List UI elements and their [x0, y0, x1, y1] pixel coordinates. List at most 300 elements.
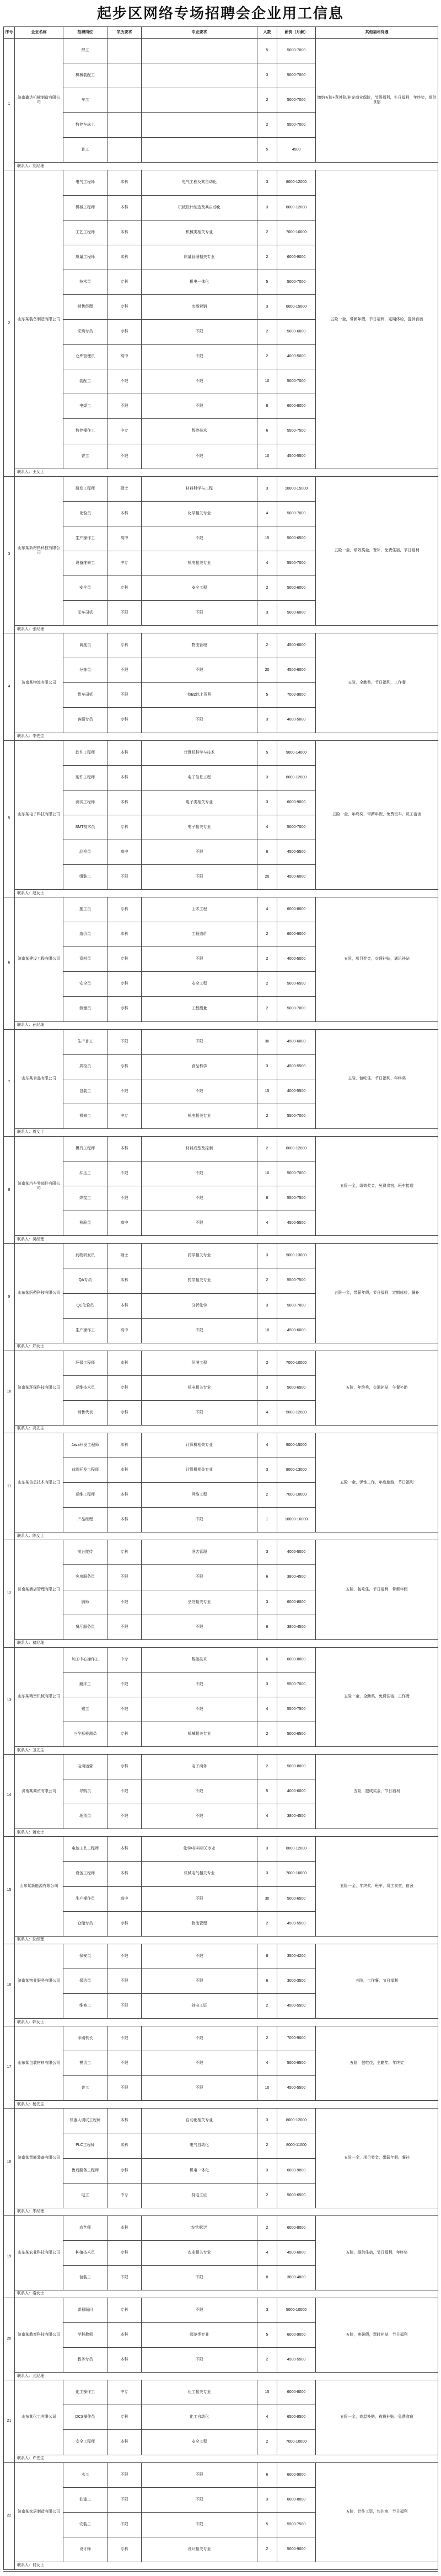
job-count: 3 [257, 1837, 277, 1862]
company-name: 济南鑫达机械制造有限公司 [15, 39, 63, 163]
job-count: 4 [257, 1211, 277, 1236]
job-salary: 5500-7000 [277, 1104, 316, 1128]
company-name: 山东某精密机械有限公司 [15, 1647, 63, 1746]
job-count: 3 [257, 1293, 277, 1318]
company-number: 12 [4, 1540, 15, 1647]
job-position: 保洁员 [63, 1969, 107, 1993]
job-education: 专科 [107, 320, 142, 345]
job-position: 数控操作工 [63, 419, 107, 444]
job-education: 专科 [107, 1400, 142, 1425]
header-education: 学历要求 [107, 27, 142, 39]
job-education: 本科 [107, 1268, 142, 1293]
job-major: 不限 [142, 947, 257, 972]
job-position: 电焊工 [63, 394, 107, 419]
job-salary: 6000-9000 [277, 922, 316, 947]
job-salary: 4500-5500 [277, 1911, 316, 1936]
job-salary: 8000-12000 [277, 1136, 316, 1161]
job-count: 2 [257, 2215, 277, 2240]
job-major: 电气自动化 [142, 2133, 257, 2158]
job-count: 3 [257, 195, 277, 220]
job-count: 15 [257, 526, 277, 551]
job-major: 持电工证 [142, 2183, 257, 2208]
job-education: 专科 [107, 576, 142, 600]
job-position: 电工 [63, 2183, 107, 2208]
job-count: 3 [257, 1672, 277, 1697]
job-position: SMT技术员 [63, 815, 107, 840]
job-salary: 5000-7000 [277, 1161, 316, 1186]
company-number: 9 [4, 1244, 15, 1351]
company-number: 11 [4, 1433, 15, 1540]
job-count: 2 [257, 345, 277, 369]
job-education: 不限 [107, 1779, 142, 1804]
job-salary: 8000-12000 [277, 1837, 316, 1862]
job-major: 药学相关专业 [142, 1244, 257, 1268]
job-education: 不限 [107, 865, 142, 890]
job-salary: 5000-9000 [277, 2537, 316, 2562]
company-number: 4 [4, 633, 15, 740]
contact-row [4, 1021, 438, 1029]
job-salary: 3800-4500 [277, 1615, 316, 1639]
job-position: 设备维修工 [63, 551, 107, 576]
contact-row [4, 2290, 438, 2298]
job-salary: 7000-9000 [277, 2026, 316, 2051]
job-count: 3 [257, 2158, 277, 2183]
company-name: 济南某物业服务有限公司 [15, 1944, 63, 2018]
job-salary: 4500-5500 [277, 2076, 316, 2101]
job-count: 2 [257, 576, 277, 600]
job-count: 3 [257, 790, 277, 815]
contact-row [4, 1747, 438, 1755]
job-position: 售后服务工程师 [63, 2158, 107, 2183]
job-salary: 6500-8500 [277, 2405, 316, 2430]
job-major: 不限 [142, 2051, 257, 2076]
job-education: 高中 [107, 345, 142, 369]
job-education: 本科 [107, 1293, 142, 1318]
company-benefits: 五险一金，全勤奖，免费住宿，工作餐 [316, 1647, 438, 1746]
job-education: 专科 [107, 1722, 142, 1747]
job-salary: 5500-7500 [277, 1697, 316, 1722]
company-contact: 联系人：吴经理 [15, 1236, 438, 1244]
job-major: 计算机相关专业 [142, 1433, 257, 1458]
job-major: 机械电气相关专业 [142, 1862, 257, 1886]
header-position: 招聘岗位 [63, 27, 107, 39]
company-name: 山东某新材料科技有限公司 [15, 476, 63, 626]
job-salary: 9000-13000 [277, 1244, 316, 1268]
job-salary: 7000-9000 [277, 683, 316, 708]
job-education: 本科 [107, 2323, 142, 2348]
job-count: 2 [257, 1755, 277, 1779]
job-education: 专科 [107, 1911, 142, 1936]
job-major: 不限 [142, 1565, 257, 1590]
job-salary: 5000-7000 [277, 815, 316, 840]
job-count: 3 [257, 601, 277, 626]
table-row [4, 39, 438, 63]
job-count: 2 [257, 1268, 277, 1293]
job-position: 理货员 [63, 1804, 107, 1829]
job-salary: 5500-7000 [277, 1672, 316, 1697]
company-benefits: 五险，项目奖金，交通补贴，通讯补贴 [316, 897, 438, 1021]
job-education: 本科 [107, 501, 142, 526]
job-salary: 10000-16000 [277, 1508, 316, 1532]
job-salary: 5000-6500 [277, 1886, 316, 1911]
company-name: 山东某食品有限公司 [15, 1029, 63, 1128]
job-position: 电气工程师 [63, 170, 107, 195]
company-name: 济南某环保科技有限公司 [15, 1351, 63, 1425]
job-major: 安全工程 [142, 576, 257, 600]
job-education: 不限 [107, 2076, 142, 2101]
company-name: 山东某包装材料有限公司 [15, 2026, 63, 2101]
job-major: 不限 [142, 1944, 257, 1969]
job-position: 叉车司机 [63, 601, 107, 626]
job-salary: 5000-6500 [277, 1375, 316, 1400]
job-count: 20 [257, 658, 277, 683]
job-position: 装配工 [63, 369, 107, 394]
contact-row [4, 2373, 438, 2380]
company-contact: 联系人：陈女士 [15, 1532, 438, 1540]
job-salary: 5500-7500 [277, 1268, 316, 1293]
job-major: 电子类相关专业 [142, 790, 257, 815]
job-education: 硕士 [107, 476, 142, 501]
company-benefits: 五险，工作餐，节日福利 [316, 1944, 438, 2018]
company-name: 山东某农业科技有限公司 [15, 2215, 63, 2290]
job-major: 不限 [142, 1161, 257, 1186]
job-count: 2 [257, 1722, 277, 1747]
job-education [107, 138, 142, 163]
job-major: 质量管理相关专业 [142, 245, 257, 270]
job-major: 机械类相关专业 [142, 220, 257, 245]
job-salary: 3800-4800 [277, 2265, 316, 2290]
job-position: 加工中心操作工 [63, 1647, 107, 1672]
job-salary: 4500-5500 [277, 1993, 316, 2018]
job-education: 不限 [107, 601, 142, 626]
job-position: 生产操作工 [63, 526, 107, 551]
job-position: 技术员 [63, 270, 107, 294]
job-education: 不限 [107, 394, 142, 419]
job-major: 不限 [142, 1779, 257, 1804]
job-count: 4 [257, 897, 277, 922]
header-row [4, 27, 438, 39]
job-position: 农艺师 [63, 2215, 107, 2240]
job-salary: 4500-5500 [277, 840, 316, 864]
job-count: 4 [257, 1433, 277, 1458]
job-major: 机电相关专业 [142, 1104, 257, 1128]
job-salary: 6000-15000 [277, 294, 316, 319]
job-count: 2 [257, 997, 277, 1021]
job-major: 电子信息工程 [142, 765, 257, 790]
job-major: 不限 [142, 1029, 257, 1054]
job-position: 保安员 [63, 1944, 107, 1969]
job-position: 安全员 [63, 972, 107, 997]
job-position: 检验员 [63, 1211, 107, 1236]
job-major: 不限 [142, 1969, 257, 1993]
table-row [4, 633, 438, 658]
job-position: 钳工 [63, 1697, 107, 1722]
job-position: 工艺工程师 [63, 220, 107, 245]
job-education: 本科 [107, 195, 142, 220]
job-count: 15 [257, 2380, 277, 2405]
job-major: 不限 [142, 1697, 257, 1722]
job-position: 普工 [63, 2076, 107, 2101]
job-salary: 6000-9000 [277, 245, 316, 270]
job-position: 电商运营 [63, 1755, 107, 1779]
job-major: 计算机相关专业 [142, 1458, 257, 1483]
company-contact: 联系人：王女士 [15, 469, 438, 476]
job-salary: 4500-6000 [277, 658, 316, 683]
job-education: 本科 [107, 1433, 142, 1458]
job-education: 本科 [107, 790, 142, 815]
job-major: 机电相关专业 [142, 551, 257, 576]
job-position: 仓库管理员 [63, 345, 107, 369]
company-number: 14 [4, 1755, 15, 1837]
job-count: 2 [257, 633, 277, 658]
job-position: 模切工 [63, 2051, 107, 2076]
job-count: 30 [257, 1886, 277, 1911]
job-position: 导购员 [63, 1779, 107, 1804]
table-row [4, 2298, 438, 2322]
company-benefits: 五险，提成奖金，节日福利 [316, 1755, 438, 1829]
job-count: 5 [257, 683, 277, 708]
job-salary: 4000-5000 [277, 708, 316, 733]
job-education: 本科 [107, 740, 142, 765]
job-position: 安全工程师 [63, 2430, 107, 2455]
job-position: 采购专员 [63, 320, 107, 345]
job-education: 本科 [107, 1136, 142, 1161]
job-position: QA专员 [63, 1268, 107, 1293]
job-position: 学科教师 [63, 2323, 107, 2348]
job-major: 不限 [142, 345, 257, 369]
job-education: 本科 [107, 2133, 142, 2158]
job-education: 专科 [107, 1375, 142, 1400]
contact-row [4, 163, 438, 170]
job-salary: 7000-10000 [277, 1862, 316, 1886]
table-row [4, 1755, 438, 1779]
job-salary: 6000-9000 [277, 2323, 316, 2348]
contact-row [4, 2455, 438, 2462]
job-major: 不限 [142, 2298, 257, 2322]
job-major: 材料成型及控制 [142, 1136, 257, 1161]
job-position: 研发工程师 [63, 476, 107, 501]
job-salary: 5000-6500 [277, 2051, 316, 2076]
job-education: 中专 [107, 419, 142, 444]
job-position: 木工 [63, 2462, 107, 2487]
contact-row [4, 1343, 438, 1351]
job-education: 专科 [107, 2405, 142, 2430]
job-count: 2 [257, 1351, 277, 1375]
job-count: 3 [257, 708, 277, 733]
company-contact: 联系人：赵女士 [15, 890, 438, 897]
job-major: 电子商务 [142, 1755, 257, 1779]
job-education: 专科 [107, 897, 142, 922]
job-major: 酒店管理 [142, 1540, 257, 1565]
job-count: 6 [257, 2462, 277, 2487]
job-education: 不限 [107, 1186, 142, 1211]
job-position: 机械工程师 [63, 195, 107, 220]
company-benefits: 五险一金，带薪年假，节日福利，定期体检，提供食宿 [316, 170, 438, 469]
job-salary: 4000-5000 [277, 1540, 316, 1565]
job-major [142, 39, 257, 63]
company-number: 22 [4, 2462, 15, 2569]
job-education: 高中 [107, 1886, 142, 1911]
job-education: 中专 [107, 2183, 142, 2208]
job-count: 2 [257, 947, 277, 972]
job-salary: 4000-5000 [277, 345, 316, 369]
job-salary: 5500-7000 [277, 551, 316, 576]
job-count: 4 [257, 501, 277, 526]
job-position: 机器人调试工程师 [63, 2109, 107, 2133]
company-contact: 联系人：褚经理 [15, 1639, 438, 1647]
job-count: 3 [257, 1590, 277, 1615]
company-benefits: 五险，包吃住，节日福利，年终奖 [316, 1029, 438, 1128]
job-salary: 4500 [277, 138, 316, 163]
job-major: 药学相关专业 [142, 1268, 257, 1293]
job-position: 维修工 [63, 1993, 107, 2018]
job-education: 专科 [107, 997, 142, 1021]
job-salary: 7000-10000 [277, 220, 316, 245]
company-benefits: 五险一金，高温补贴，夜班补贴，免费食宿 [316, 2380, 438, 2455]
job-position: 货车司机 [63, 683, 107, 708]
job-position: 冲压工 [63, 1161, 107, 1186]
job-count: 3 [257, 1244, 277, 1268]
job-count: 3 [257, 170, 277, 195]
job-count: 2 [257, 2133, 277, 2158]
job-position: 资料员 [63, 947, 107, 972]
job-count: 20 [257, 865, 277, 890]
company-name: 山东某新能源有限公司 [15, 1837, 63, 1936]
company-contact: 联系人：何女士 [15, 2562, 438, 2569]
job-major: 不限 [142, 526, 257, 551]
job-major: 不限 [142, 2348, 257, 2373]
job-position: 施工员 [63, 897, 107, 922]
job-major: 机械相关专业 [142, 1722, 257, 1747]
table-bottom-rule [3, 2571, 438, 2572]
job-major: 不限 [142, 1886, 257, 1911]
recruitment-table-wrapper [3, 26, 438, 2572]
job-salary: 6000-8000 [277, 1590, 316, 1615]
contact-row [4, 733, 438, 740]
company-contact: 联系人：蒋女士 [15, 1829, 438, 1837]
job-count: 2 [257, 220, 277, 245]
job-education: 本科 [107, 2430, 142, 2455]
company-name: 济南某汽车零部件有限公司 [15, 1136, 63, 1235]
job-education: 不限 [107, 1590, 142, 1615]
table-row [4, 740, 438, 765]
job-education: 不限 [107, 1944, 142, 1969]
job-salary: 5000-6500 [277, 526, 316, 551]
job-major: 化工自动化 [142, 2405, 257, 2430]
header-no: 序号 [4, 27, 15, 39]
job-major: 食品科学 [142, 1054, 257, 1079]
job-major: 不限 [142, 601, 257, 626]
job-major: 持B2以上驾照 [142, 683, 257, 708]
job-salary: 5000-7000 [277, 270, 316, 294]
job-salary: 7000-10000 [277, 2430, 316, 2455]
job-major: 不限 [142, 1615, 257, 1639]
job-salary: 5000-7000 [277, 369, 316, 394]
job-major: 电子相关专业 [142, 815, 257, 840]
contact-row [4, 1829, 438, 1837]
job-position: 质检员 [63, 1054, 107, 1079]
company-name: 济南某物流有限公司 [15, 633, 63, 733]
job-position: 运维技术员 [63, 1375, 107, 1400]
job-education: 专科 [107, 2240, 142, 2265]
job-education: 本科 [107, 170, 142, 195]
job-major: 材料科学与工程 [142, 476, 257, 501]
company-contact: 联系人：孙经理 [15, 1021, 438, 1029]
job-count: 2 [257, 972, 277, 997]
job-salary: 4500-5500 [277, 444, 316, 469]
job-education: 专科 [107, 633, 142, 658]
job-education: 中专 [107, 1647, 142, 1672]
company-number: 16 [4, 1944, 15, 2026]
job-count: 6 [257, 419, 277, 444]
job-education: 本科 [107, 1862, 142, 1886]
company-benefits: 缴纳五险+意外险/补充商业保险，节假福利，生日福利，年终奖，提供食宿 [316, 39, 438, 163]
job-salary: 4500-5500 [277, 1211, 316, 1236]
header-count: 人数 [257, 27, 277, 39]
job-position: 焊工 [63, 39, 107, 63]
job-count: 3 [257, 2487, 277, 2512]
job-education: 本科 [107, 1483, 142, 1508]
job-salary: 4500-6000 [277, 1318, 316, 1343]
job-salary: 3800-4500 [277, 1804, 316, 1829]
job-education: 本科 [107, 2348, 142, 2373]
company-benefits: 五险，全勤奖，节日福利，工作餐 [316, 633, 438, 733]
table-row [4, 476, 438, 501]
job-position: 造价员 [63, 922, 107, 947]
job-education: 不限 [107, 2512, 142, 2537]
job-salary: 6000-8000 [277, 394, 316, 419]
job-count: 10 [257, 1318, 277, 1343]
job-position: 安全员 [63, 576, 107, 600]
job-major: 不限 [142, 2487, 257, 2512]
job-position: 普工 [63, 138, 107, 163]
job-salary: 5500-7500 [277, 419, 316, 444]
job-major: 师范类专业 [142, 2323, 257, 2348]
contact-row [4, 626, 438, 633]
job-count: 5 [257, 39, 277, 63]
job-education: 不限 [107, 369, 142, 394]
table-row [4, 1647, 438, 1672]
job-major [142, 63, 257, 88]
job-salary: 6000-8000 [277, 2215, 316, 2240]
job-count: 8 [257, 2265, 277, 2290]
job-count: 3 [257, 294, 277, 319]
job-education: 高中 [107, 840, 142, 864]
company-contact: 联系人：周女士 [15, 1128, 438, 1136]
job-education: 专科 [107, 1054, 142, 1079]
job-major: 安全工程 [142, 2430, 257, 2455]
company-number: 18 [4, 2109, 15, 2215]
company-benefits: 五险一金，绩效奖金，免费食宿，班车接送 [316, 1136, 438, 1235]
company-number: 21 [4, 2380, 15, 2462]
job-count: 4 [257, 2405, 277, 2430]
company-number: 15 [4, 1837, 15, 1944]
job-count: 10 [257, 369, 277, 394]
job-education: 专科 [107, 294, 142, 319]
job-major [142, 113, 257, 138]
job-major: 不限 [142, 1318, 257, 1343]
job-salary: 7000-10000 [277, 1483, 316, 1508]
job-position: 测试工程师 [63, 790, 107, 815]
company-name: 山东某医药科技有限公司 [15, 1244, 63, 1343]
job-education [107, 39, 142, 63]
job-salary: 6000-9000 [277, 790, 316, 815]
job-salary: 5000-6000 [277, 320, 316, 345]
job-major: 机电一体化 [142, 2158, 257, 2183]
job-major: 物流管理 [142, 1911, 257, 1936]
company-number: 20 [4, 2298, 15, 2380]
job-major: 物流管理 [142, 633, 257, 658]
